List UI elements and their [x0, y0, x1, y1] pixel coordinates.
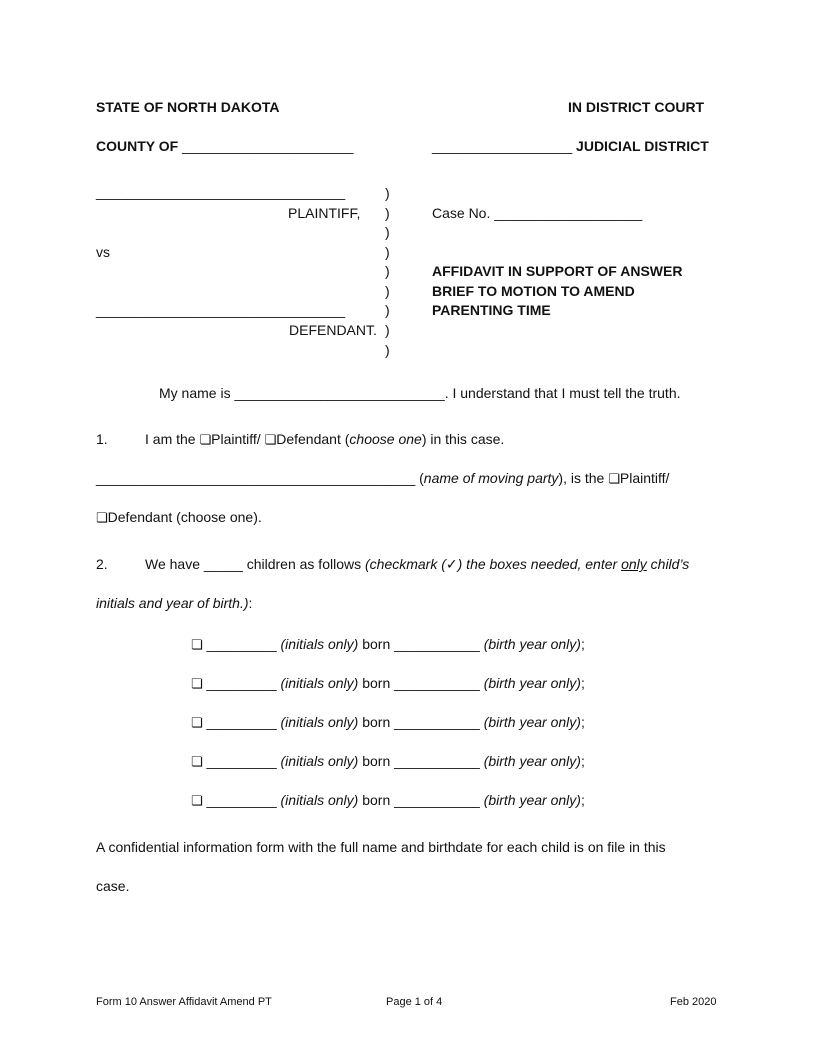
caption-paren: ) — [385, 205, 390, 221]
defendant-label: DEFENDANT. — [289, 322, 377, 338]
item-2-number: 2. — [96, 556, 108, 572]
checkbox-icon[interactable]: ❏ — [191, 755, 203, 770]
child-row: ❏ _________ (initials only) born ___________ (birth year only); — [191, 714, 585, 731]
item-1-line-3: ❏Defendant (choose one). — [96, 509, 262, 526]
item-1-number: 1. — [96, 431, 108, 447]
footer-page-number: Page 1 of 4 — [386, 996, 443, 1008]
confidential-line-2: case. — [96, 878, 130, 894]
affiant-name-blank[interactable]: ___________________________ — [234, 385, 445, 401]
caption-paren: ) — [385, 263, 390, 279]
document-title-line: BRIEF TO MOTION TO AMEND — [432, 283, 635, 299]
defendant-name-blank[interactable]: ________________________________ — [96, 302, 346, 318]
caption-paren: ) — [385, 224, 390, 240]
county-blank[interactable]: ______________________ — [182, 138, 354, 154]
district-label: JUDICIAL DISTRICT — [576, 138, 709, 154]
child-birth-year-blank[interactable]: ___________ — [394, 753, 480, 769]
case-number-blank[interactable]: ___________________ — [494, 205, 643, 221]
checkbox-icon[interactable]: ❏ — [96, 511, 108, 526]
child-row: ❏ _________ (initials only) born ___________ (birth year only); — [191, 753, 585, 770]
child-initials-blank[interactable]: _________ — [206, 636, 277, 652]
child-initials-blank[interactable]: _________ — [206, 675, 277, 691]
caption-paren: ) — [385, 283, 390, 299]
document-title-line: PARENTING TIME — [432, 302, 551, 318]
child-row: ❏ _________ (initials only) born ___________ (birth year only); — [191, 792, 585, 809]
case-number-label: Case No. — [432, 205, 491, 221]
item-2-line-2: initials and year of birth.): — [96, 595, 253, 611]
intro-sentence: My name is ___________________________. I understand that I must tell the truth. — [159, 385, 681, 401]
checkbox-icon[interactable]: ❏ — [191, 794, 203, 809]
checkbox-icon[interactable]: ❏ — [191, 638, 203, 653]
caption-paren: ) — [385, 322, 390, 338]
child-birth-year-blank[interactable]: ___________ — [394, 714, 480, 730]
confidential-line-1: A confidential information form with the full name and birthdate for each child is on file in this — [96, 839, 666, 855]
child-birth-year-blank[interactable]: ___________ — [394, 675, 480, 691]
item-1-line-1: I am the ❏Plaintiff/ ❏Defendant (choose one) in this case. — [145, 431, 505, 448]
child-initials-blank[interactable]: _________ — [206, 714, 277, 730]
item-2-line-1: We have _____ children as follows (checkmark (✓) the boxes needed, enter only child’s — [145, 556, 690, 572]
child-initials-blank[interactable]: _________ — [206, 792, 277, 808]
children-count-blank[interactable]: _____ — [203, 556, 243, 572]
caption-paren: ) — [385, 302, 390, 318]
court-heading: IN DISTRICT COURT — [568, 99, 705, 115]
county-label: COUNTY OF — [96, 138, 179, 154]
document-title-line: AFFIDAVIT IN SUPPORT OF ANSWER — [432, 263, 683, 279]
checkbox-icon[interactable]: ❏ — [191, 677, 203, 692]
checkbox-icon[interactable]: ❏ — [264, 433, 277, 448]
district-blank[interactable]: __________________ — [432, 138, 573, 154]
footer-form-name: Form 10 Answer Affidavit Amend PT — [96, 996, 272, 1008]
district-line — [432, 138, 709, 154]
child-row: ❏ _________ (initials only) born ___________ (birth year only); — [191, 636, 585, 653]
child-row: ❏ _________ (initials only) born ___________ (birth year only); — [191, 675, 585, 692]
caption-paren: ) — [385, 185, 390, 201]
plaintiff-label: PLAINTIFF, — [288, 205, 361, 221]
moving-party-blank[interactable]: _________________________________________ — [96, 470, 416, 486]
state-heading: STATE OF NORTH DAKOTA — [96, 99, 280, 115]
vs-label: vs — [96, 244, 110, 260]
child-birth-year-blank[interactable]: ___________ — [394, 792, 480, 808]
checkbox-icon[interactable]: ❏ — [608, 472, 620, 487]
county-line — [96, 138, 353, 154]
child-initials-blank[interactable]: _________ — [206, 753, 277, 769]
plaintiff-name-blank[interactable]: ________________________________ — [96, 184, 346, 200]
child-birth-year-blank[interactable]: ___________ — [394, 636, 480, 652]
checkbox-icon[interactable]: ❏ — [199, 433, 212, 448]
item-1-line-2: _________________________________________ (name of moving party), is the ❏Plaintiff/ — [96, 470, 670, 487]
caption-paren: ) — [385, 342, 390, 358]
caption-paren: ) — [385, 244, 390, 260]
case-number-line — [432, 205, 642, 221]
checkbox-icon[interactable]: ❏ — [191, 716, 203, 731]
footer-date: Feb 2020 — [670, 996, 717, 1008]
